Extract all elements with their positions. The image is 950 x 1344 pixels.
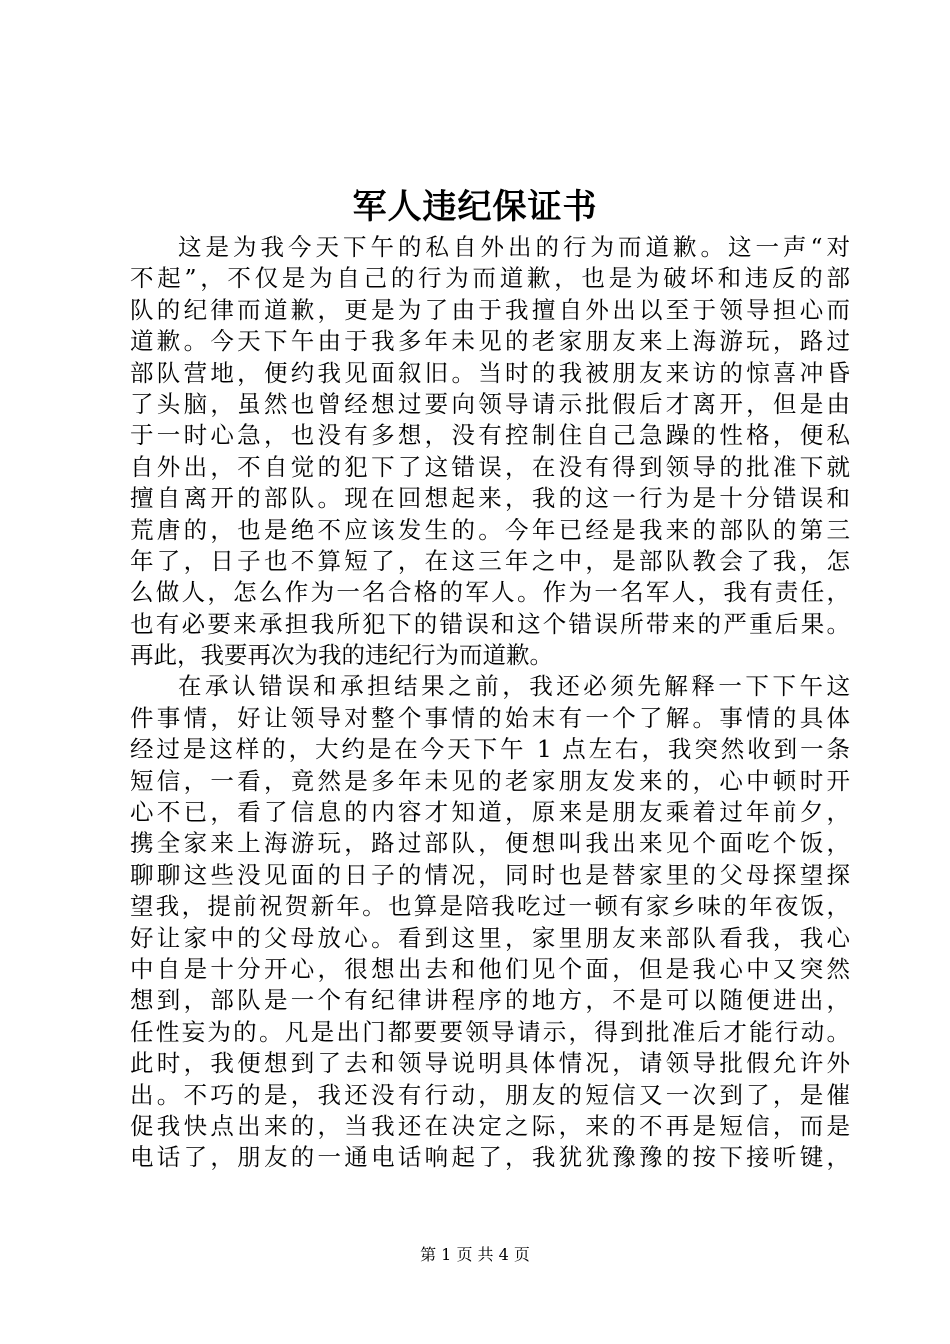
document-title: 军人违纪保证书 (352, 187, 598, 227)
page-number-footer: 第 1 页 共 4 页 (420, 1245, 530, 1264)
paragraph-line: 好让家中的父母放心。看到这里，家里朋友来部队看我，我心 (130, 923, 850, 952)
paragraph-line: 经过是这样的，大约是在今天下午 1 点左右，我突然收到一条 (130, 735, 850, 764)
paragraph-line: 年了，日子也不算短了，在这三年之中，是部队教会了我，怎 (130, 546, 850, 575)
paragraph-line: 再此，我要再次为我的违纪行为而道歉。 (130, 641, 553, 670)
paragraph-line: 携全家来上海游玩，路过部队，便想叫我出来见个面吃个饭， (130, 829, 850, 858)
paragraph-line: 中自是十分开心，很想出去和他们见个面，但是我心中又突然 (130, 954, 850, 983)
paragraph-line: 么做人，怎么作为一名合格的军人。作为一名军人，我有责任， (130, 578, 850, 607)
paragraph-line: 电话了，朋友的一通电话响起了，我犹犹豫豫的按下接听键， (130, 1143, 850, 1172)
paragraph-line: 促我快点出来的，当我还在决定之际，来的不再是短信，而是 (130, 1111, 850, 1140)
document-body (130, 232, 850, 1174)
paragraph-line: 也有必要来承担我所犯下的错误和这个错误所带来的严重后果。 (130, 609, 850, 638)
paragraph-line: 队的纪律而道歉，更是为了由于我擅自外出以至于领导担心而 (130, 295, 850, 324)
paragraph-line: 道歉。今天下午由于我多年未见的老家朋友来上海游玩，路过 (130, 327, 850, 356)
paragraph-line: 在承认错误和承担结果之前，我还必须先解释一下下午这 (178, 672, 850, 701)
paragraph-line: 自外出，不自觉的犯下了这错误，在没有得到领导的批准下就 (130, 452, 850, 481)
paragraph-line: 于一时心急，也没有多想，没有控制住自己急躁的性格，便私 (130, 421, 850, 450)
paragraph-line: 出。不巧的是，我还没有行动，朋友的短信又一次到了，是催 (130, 1080, 850, 1109)
paragraph-line: 任性妄为的。凡是出门都要要领导请示，得到批准后才能行动。 (130, 1017, 850, 1046)
paragraph-line: 心不已，看了信息的内容才知道，原来是朋友乘着过年前夕， (130, 798, 850, 827)
paragraph-line: 不起”，不仅是为自己的行为而道歉，也是为破坏和违反的部 (130, 264, 850, 293)
paragraph-line: 部队营地，便约我见面叙旧。当时的我被朋友来访的惊喜冲昏 (130, 358, 850, 387)
paragraph-line: 擅自离开的部队。现在回想起来，我的这一行为是十分错误和 (130, 484, 850, 513)
paragraph-line: 这是为我今天下午的私自外出的行为而道歉。这一声“对 (178, 233, 850, 261)
paragraph-line: 荒唐的，也是绝不应该发生的。今年已经是我来的部队的第三 (130, 515, 850, 544)
paragraph-line: 此时，我便想到了去和领导说明具体情况，请领导批假允许外 (130, 1049, 850, 1078)
paragraph-line: 望我，提前祝贺新年。也算是陪我吃过一顿有家乡味的年夜饭， (130, 892, 850, 921)
paragraph-line: 件事情，好让领导对整个事情的始末有一个了解。事情的具体 (130, 703, 850, 732)
paragraph-line: 短信，一看，竟然是多年未见的老家朋友发来的，心中顿时开 (130, 766, 850, 795)
paragraph-line: 聊聊这些没见面的日子的情况，同时也是替家里的父母探望探 (130, 860, 850, 889)
paragraph-line: 了头脑，虽然也曾经想过要向领导请示批假后才离开，但是由 (130, 389, 850, 418)
paragraph-line: 想到，部队是一个有纪律讲程序的地方，不是可以随便进出， (130, 986, 850, 1015)
